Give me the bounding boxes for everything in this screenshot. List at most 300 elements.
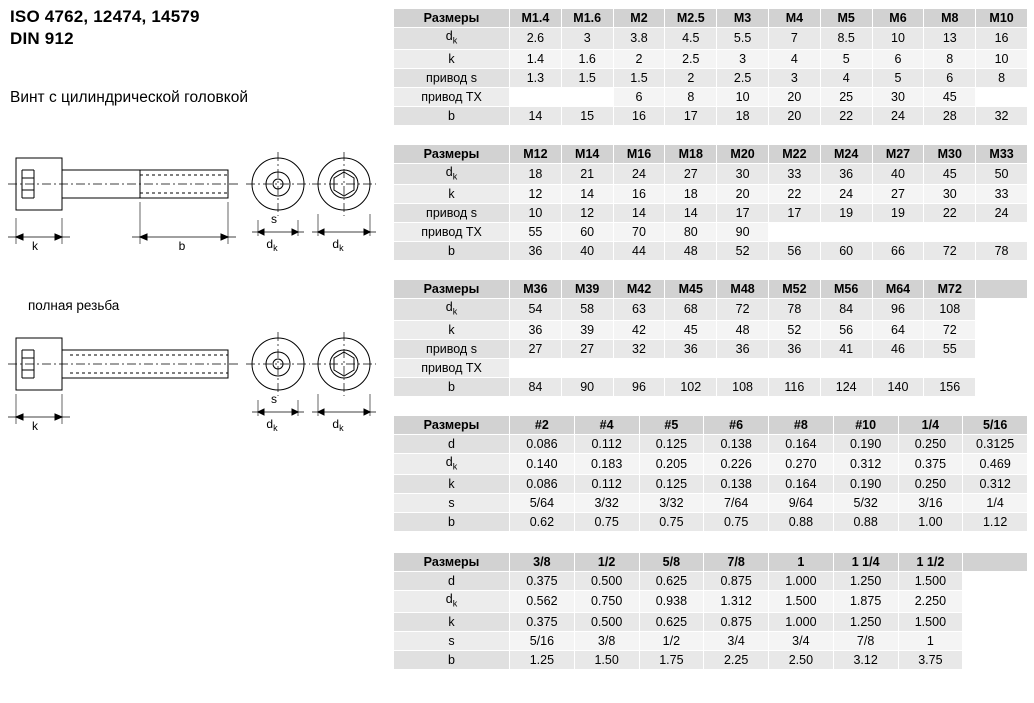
column-header: M72 <box>924 280 976 299</box>
table-cell: 0.3125 <box>963 434 1028 453</box>
table-cell: 3 <box>717 49 769 68</box>
left-column <box>0 0 385 703</box>
page-title <box>10 6 370 50</box>
column-header: #5 <box>639 415 704 434</box>
column-header: M5 <box>820 9 872 28</box>
table-cell: 19 <box>872 204 924 223</box>
table-cell: 50 <box>976 163 1028 185</box>
table-cell: 5.5 <box>717 28 769 50</box>
table-cell: 30 <box>872 87 924 106</box>
title-line-1: ISO 4762, 12474, 14579 <box>10 7 200 26</box>
dim-label-dk-4: $d_k$ <box>332 417 344 433</box>
row-label: s <box>394 631 510 650</box>
table-cell: 27 <box>872 185 924 204</box>
table-cell: 8 <box>665 87 717 106</box>
table-cell: 1 <box>898 631 963 650</box>
row-label: b <box>394 242 510 261</box>
table-cell: 0.125 <box>639 434 704 453</box>
table-cell: 17 <box>717 204 769 223</box>
table-cell: 1.25 <box>510 650 575 669</box>
table-cell: 1.250 <box>833 612 898 631</box>
column-header: M16 <box>613 144 665 163</box>
table-row <box>394 591 1028 613</box>
row-label: $d_k$ <box>394 28 510 50</box>
spec-table-3 <box>393 279 1028 397</box>
table-cell: 3/32 <box>639 494 704 513</box>
table-row <box>394 242 1028 261</box>
table-cell: 1.000 <box>769 572 834 591</box>
row-label: d <box>394 572 510 591</box>
table-cell: 10 <box>976 49 1028 68</box>
column-header: M36 <box>510 280 562 299</box>
column-header: #10 <box>833 415 898 434</box>
table-cell: 80 <box>665 223 717 242</box>
table-cell: 96 <box>872 299 924 321</box>
table-cell: 1.5 <box>613 68 665 87</box>
table-cell: 1.00 <box>898 513 963 532</box>
table-cell <box>963 572 1028 591</box>
table-row <box>394 87 1028 106</box>
table-cell: 3/4 <box>769 631 834 650</box>
table-cell: 1.312 <box>704 591 769 613</box>
table-cell <box>976 223 1028 242</box>
table-cell: 7/64 <box>704 494 769 513</box>
table-cell: 4.5 <box>665 28 717 50</box>
table-cell: 21 <box>561 163 613 185</box>
table-cell: 46 <box>872 339 924 358</box>
row-label: привод TX <box>394 87 510 106</box>
table-row <box>394 475 1028 494</box>
full-thread-caption: полная резьба <box>28 298 120 313</box>
table-cell: 10 <box>510 204 562 223</box>
table-cell: 10 <box>717 87 769 106</box>
table-cell: 16 <box>613 106 665 125</box>
table-cell: 16 <box>976 28 1028 50</box>
table-cell: 3.75 <box>898 650 963 669</box>
table-cell: 58 <box>561 299 613 321</box>
row-label: b <box>394 650 510 669</box>
table-cell: 52 <box>768 320 820 339</box>
table-cell: 9/64 <box>769 494 834 513</box>
table-cell: 0.164 <box>769 434 834 453</box>
table-cell: 7 <box>768 28 820 50</box>
row-label: s <box>394 494 510 513</box>
table-cell: 13 <box>924 28 976 50</box>
table-cell: 3/16 <box>898 494 963 513</box>
table-row <box>394 650 1028 669</box>
row-label: k <box>394 185 510 204</box>
column-header: 5/8 <box>639 553 704 572</box>
table-cell: 25 <box>820 87 872 106</box>
table-cell: 32 <box>613 339 665 358</box>
table-cell: 22 <box>768 185 820 204</box>
table-cell: 0.875 <box>704 572 769 591</box>
table-header-row <box>394 415 1028 434</box>
table-cell: 0.140 <box>510 453 575 475</box>
column-header: M42 <box>613 280 665 299</box>
row-label: b <box>394 106 510 125</box>
row-label: k <box>394 475 510 494</box>
column-header: M12 <box>510 144 562 163</box>
table-row <box>394 453 1028 475</box>
table-row <box>394 339 1028 358</box>
table-cell: 1.6 <box>561 49 613 68</box>
table-cell: 3.8 <box>613 28 665 50</box>
table-cell: 20 <box>768 106 820 125</box>
table-cell <box>924 223 976 242</box>
column-header: 1/2 <box>574 553 639 572</box>
column-header: M64 <box>872 280 924 299</box>
table-cell: 116 <box>768 377 820 396</box>
table-cell <box>976 377 1028 396</box>
column-header: 1/4 <box>898 415 963 434</box>
dim-label-k: k <box>32 239 38 253</box>
screw-drawing-full-thread <box>0 320 385 460</box>
table-cell: 12 <box>561 204 613 223</box>
table-cell <box>768 223 820 242</box>
table-cell: 0.250 <box>898 475 963 494</box>
table-cell: 12 <box>510 185 562 204</box>
table-cell <box>963 591 1028 613</box>
dim-label-s: s <box>271 212 277 226</box>
table-cell: 3/8 <box>574 631 639 650</box>
table-cell: 6 <box>872 49 924 68</box>
column-header: M22 <box>768 144 820 163</box>
row-label: k <box>394 320 510 339</box>
column-header: #2 <box>510 415 575 434</box>
row-label: привод TX <box>394 223 510 242</box>
table-cell: 16 <box>613 185 665 204</box>
table-cell: 42 <box>613 320 665 339</box>
table-cell: 0.75 <box>574 513 639 532</box>
table-cell: 0.086 <box>510 475 575 494</box>
table-cell: 14 <box>510 106 562 125</box>
table-cell: 63 <box>613 299 665 321</box>
column-header: M4 <box>768 9 820 28</box>
table-row <box>394 612 1028 631</box>
table-cell: 0.205 <box>639 453 704 475</box>
table-cell: 0.469 <box>963 453 1028 475</box>
table-cell: 18 <box>510 163 562 185</box>
table-cell: 24 <box>820 185 872 204</box>
table-cell: 60 <box>561 223 613 242</box>
dim-label-dk-3: $d_k$ <box>266 417 278 433</box>
table-cell: 54 <box>510 299 562 321</box>
table-cell: 30 <box>717 163 769 185</box>
table-cell: 19 <box>820 204 872 223</box>
table-cell <box>717 358 769 377</box>
column-header: M18 <box>665 144 717 163</box>
table-cell: 108 <box>717 377 769 396</box>
column-header: M52 <box>768 280 820 299</box>
table-cell: 2 <box>613 49 665 68</box>
table-cell: 78 <box>768 299 820 321</box>
table-cell <box>561 358 613 377</box>
column-header: M48 <box>717 280 769 299</box>
column-header: 5/16 <box>963 415 1028 434</box>
table-cell: 0.112 <box>574 475 639 494</box>
table-cell: 40 <box>561 242 613 261</box>
table-cell: 1.5 <box>561 68 613 87</box>
table-cell: 48 <box>717 320 769 339</box>
column-header: Размеры <box>394 553 510 572</box>
table-cell: 3 <box>768 68 820 87</box>
column-header: M20 <box>717 144 769 163</box>
table-cell: 17 <box>665 106 717 125</box>
table-cell: 14 <box>561 185 613 204</box>
row-label: привод s <box>394 204 510 223</box>
table-cell <box>820 223 872 242</box>
row-label: k <box>394 612 510 631</box>
column-header: M14 <box>561 144 613 163</box>
table-cell: 90 <box>561 377 613 396</box>
dim-label-b: b <box>178 239 186 253</box>
row-label: $d_k$ <box>394 453 510 475</box>
table-cell: 40 <box>872 163 924 185</box>
table-cell: 28 <box>924 106 976 125</box>
table-cell: 22 <box>924 204 976 223</box>
column-header: 7/8 <box>704 553 769 572</box>
table-cell: 36 <box>768 339 820 358</box>
table-row <box>394 513 1028 532</box>
table-cell: 1.875 <box>833 591 898 613</box>
table-cell: 0.270 <box>769 453 834 475</box>
column-header: 1 <box>769 553 834 572</box>
table-cell: 27 <box>561 339 613 358</box>
table-row <box>394 434 1028 453</box>
table-cell: 72 <box>717 299 769 321</box>
table-cell: 0.500 <box>574 612 639 631</box>
table-cell: 0.138 <box>704 475 769 494</box>
column-header <box>963 553 1028 572</box>
table-cell <box>976 358 1028 377</box>
table-cell: 0.500 <box>574 572 639 591</box>
table-row <box>394 320 1028 339</box>
column-header <box>976 280 1028 299</box>
table-cell: 70 <box>613 223 665 242</box>
table-cell: 24 <box>976 204 1028 223</box>
table-cell: 84 <box>510 377 562 396</box>
table-cell <box>963 631 1028 650</box>
table-cell: 1.500 <box>769 591 834 613</box>
table-cell: 8 <box>924 49 976 68</box>
table-cell: 45 <box>924 87 976 106</box>
column-header: M27 <box>872 144 924 163</box>
column-header: M2.5 <box>665 9 717 28</box>
row-label: d <box>394 434 510 453</box>
table-cell: 0.125 <box>639 475 704 494</box>
table-cell: 0.183 <box>574 453 639 475</box>
table-cell: 15 <box>561 106 613 125</box>
spec-table-2 <box>393 144 1028 262</box>
dim-label-k-2: k <box>32 419 38 433</box>
column-header: M6 <box>872 9 924 28</box>
table-cell: 90 <box>717 223 769 242</box>
table-cell: 20 <box>768 87 820 106</box>
table-cell: 3.12 <box>833 650 898 669</box>
table-row <box>394 572 1028 591</box>
table-cell: 2 <box>665 68 717 87</box>
table-cell: 56 <box>820 320 872 339</box>
table-row <box>394 28 1028 50</box>
column-header: Размеры <box>394 9 510 28</box>
table-cell: 108 <box>924 299 976 321</box>
column-header: #8 <box>769 415 834 434</box>
table-cell: 3/4 <box>704 631 769 650</box>
table-cell: 5 <box>872 68 924 87</box>
table-cell <box>768 358 820 377</box>
table-cell: 4 <box>820 68 872 87</box>
table-cell: 45 <box>924 163 976 185</box>
table-row <box>394 299 1028 321</box>
table-cell: 3/32 <box>574 494 639 513</box>
table-cell: 5/32 <box>833 494 898 513</box>
row-label: $d_k$ <box>394 163 510 185</box>
table-cell: 2.5 <box>665 49 717 68</box>
row-label: $d_k$ <box>394 591 510 613</box>
table-cell: 1.500 <box>898 572 963 591</box>
table-cell: 30 <box>924 185 976 204</box>
table-cell: 0.875 <box>704 612 769 631</box>
table-row <box>394 68 1028 87</box>
column-header: M24 <box>820 144 872 163</box>
dim-label-dk-2: $d_k$ <box>332 237 344 253</box>
table-cell: 78 <box>976 242 1028 261</box>
column-header: M39 <box>561 280 613 299</box>
table-cell: 56 <box>768 242 820 261</box>
table-cell: 66 <box>872 242 924 261</box>
table-cell: 18 <box>665 185 717 204</box>
table-cell: 2.25 <box>704 650 769 669</box>
table-cell <box>976 339 1028 358</box>
column-header: 1 1/4 <box>833 553 898 572</box>
table-cell: 0.190 <box>833 475 898 494</box>
table-cell: 0.75 <box>704 513 769 532</box>
table-cell: 33 <box>768 163 820 185</box>
table-cell: 5/64 <box>510 494 575 513</box>
table-cell <box>924 358 976 377</box>
spec-table-1 <box>393 8 1028 126</box>
table-cell <box>561 87 613 106</box>
table-row <box>394 204 1028 223</box>
table-header-row <box>394 280 1028 299</box>
column-header: M56 <box>820 280 872 299</box>
table-cell: 60 <box>820 242 872 261</box>
table-cell: 48 <box>665 242 717 261</box>
column-header: 3/8 <box>510 553 575 572</box>
column-header: M30 <box>924 144 976 163</box>
column-header: M8 <box>924 9 976 28</box>
table-cell: 1.000 <box>769 612 834 631</box>
screw-drawing-partial-thread <box>0 140 385 280</box>
table-cell: 1.12 <box>963 513 1028 532</box>
table-cell: 8.5 <box>820 28 872 50</box>
table-cell: 41 <box>820 339 872 358</box>
table-cell: 8 <box>976 68 1028 87</box>
table-cell: 1.50 <box>574 650 639 669</box>
table-cell: 0.625 <box>639 572 704 591</box>
table-cell: 27 <box>665 163 717 185</box>
table-cell: 0.750 <box>574 591 639 613</box>
spec-table-5 <box>393 552 1028 670</box>
table-cell: 7/8 <box>833 631 898 650</box>
table-cell: 156 <box>924 377 976 396</box>
table-header-row <box>394 9 1028 28</box>
table-row <box>394 358 1028 377</box>
table-cell: 27 <box>510 339 562 358</box>
row-label: привод s <box>394 339 510 358</box>
table-cell: 124 <box>820 377 872 396</box>
table-cell: 0.190 <box>833 434 898 453</box>
table-cell: 52 <box>717 242 769 261</box>
table-cell: 0.88 <box>833 513 898 532</box>
column-header: M1.6 <box>561 9 613 28</box>
table-cell: 17 <box>768 204 820 223</box>
table-cell: 36 <box>665 339 717 358</box>
table-cell <box>820 358 872 377</box>
dim-label-dk-1: $d_k$ <box>266 237 278 253</box>
table-cell: 0.375 <box>898 453 963 475</box>
table-cell: 1.3 <box>510 68 562 87</box>
column-header: Размеры <box>394 144 510 163</box>
table-cell <box>872 223 924 242</box>
table-cell <box>976 87 1028 106</box>
table-cell: 68 <box>665 299 717 321</box>
table-cell: 10 <box>872 28 924 50</box>
page-subtitle: Винт с цилиндрической головкой <box>10 89 249 106</box>
row-label: b <box>394 377 510 396</box>
column-header: M33 <box>976 144 1028 163</box>
table-row <box>394 106 1028 125</box>
table-row <box>394 223 1028 242</box>
table-cell: 0.938 <box>639 591 704 613</box>
table-cell: 0.164 <box>769 475 834 494</box>
table-cell: 72 <box>924 320 976 339</box>
row-label: k <box>394 49 510 68</box>
column-header: M45 <box>665 280 717 299</box>
table-cell: 36 <box>717 339 769 358</box>
table-cell: 20 <box>717 185 769 204</box>
table-cell: 36 <box>510 242 562 261</box>
table-header-row <box>394 144 1028 163</box>
table-cell: 14 <box>613 204 665 223</box>
spec-tables <box>393 0 1034 688</box>
table-cell: 33 <box>976 185 1028 204</box>
table-cell: 0.375 <box>510 572 575 591</box>
table-cell: 2.5 <box>717 68 769 87</box>
table-cell: 64 <box>872 320 924 339</box>
table-cell: 45 <box>665 320 717 339</box>
table-cell: 24 <box>613 163 665 185</box>
table-row <box>394 163 1028 185</box>
table-cell: 0.250 <box>898 434 963 453</box>
table-cell: 1.500 <box>898 612 963 631</box>
table-cell: 5 <box>820 49 872 68</box>
table-cell: 0.112 <box>574 434 639 453</box>
spec-table-4 <box>393 415 1028 533</box>
table-cell: 1.250 <box>833 572 898 591</box>
table-cell: 32 <box>976 106 1028 125</box>
table-cell: 2.50 <box>769 650 834 669</box>
table-cell: 84 <box>820 299 872 321</box>
table-cell <box>976 320 1028 339</box>
row-label: привод s <box>394 68 510 87</box>
table-cell: 3 <box>561 28 613 50</box>
column-header: #4 <box>574 415 639 434</box>
column-header: M1.4 <box>510 9 562 28</box>
dim-label-s-2: s <box>271 392 277 406</box>
table-cell: 102 <box>665 377 717 396</box>
